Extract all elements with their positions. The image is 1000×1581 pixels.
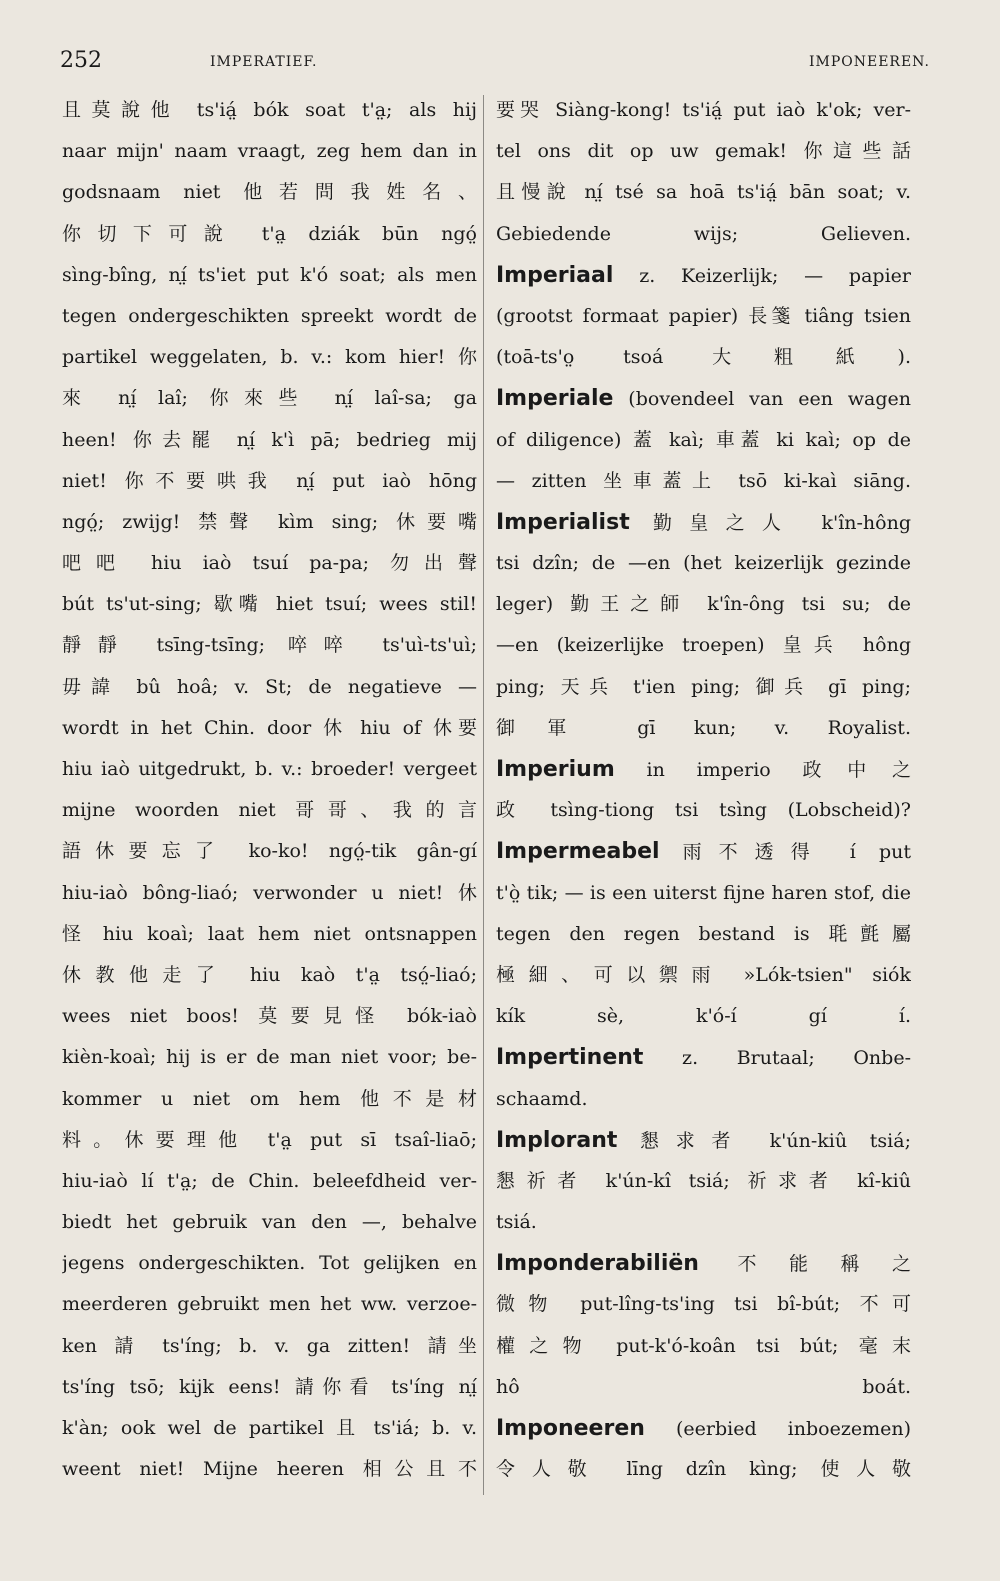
text-line: 微物 put-lîng-ts'ing tsi bî-bút; 不可 bbox=[496, 1293, 911, 1316]
text-line: tsi dzîn; de —en (het keizerlijk gezinde bbox=[496, 552, 911, 575]
text-line: tegen ondergeschikten spreekt wordt de bbox=[62, 304, 477, 327]
right-column bbox=[496, 90, 911, 1560]
text-line: biedt het gebruik van den —, behalve bbox=[62, 1211, 477, 1234]
text-line: ken 請 ts'íng; b. v. ga zitten! 請坐 bbox=[62, 1334, 477, 1357]
text-line: bút ts'ut-sing; 歇嘴 hiet tsuí; wees stil! bbox=[62, 593, 477, 616]
text-line: tel ons dit op uw gemak! 你這些話 bbox=[496, 140, 911, 163]
text-line: kièn-koaì; hij is er de man niet voor; be- bbox=[62, 1046, 477, 1069]
headword: Imperiaal bbox=[496, 262, 614, 288]
text-line: schaamd. bbox=[496, 1087, 588, 1110]
running-head-left: IMPERATIEF. bbox=[210, 54, 318, 70]
text-line: 你切下可說 t'a̤ dziák būn ngó̤ bbox=[62, 222, 477, 245]
text-line: mijne woorden niet 哥哥、我的言 bbox=[62, 799, 477, 822]
text-line: ngó̤; zwijg! 禁聲 kìm sing; 休要嘴 bbox=[62, 510, 477, 533]
text-line: —en (keizerlijke troepen) 皇兵 hông bbox=[496, 634, 911, 657]
text-line: weent niet! Mijne heeren 相公且不 bbox=[62, 1458, 477, 1481]
text-line: hiu iaò uitgedrukt, b. v.: broeder! vergeet bbox=[62, 758, 477, 780]
headword: Imponeeren bbox=[496, 1416, 645, 1441]
headword: Imperium bbox=[496, 757, 615, 782]
text-line: 毋諱 bû hoâ; v. St; de negatieve — bbox=[62, 675, 477, 698]
text-line: — zitten 坐車蓋上 tsō ki-kaì siāng. bbox=[496, 469, 911, 492]
text-line: Impermeabel 雨不透得 í put bbox=[496, 839, 911, 865]
text-line: 怪 hiu koaì; laat hem niet ontsnappen bbox=[62, 922, 477, 945]
text-line: kík sè, k'ó-í gí í. bbox=[496, 1005, 911, 1028]
text-line: Imperiale (bovendeel van een wagen bbox=[496, 386, 911, 412]
text-line: godsnaam niet 他若問我姓名、 bbox=[62, 181, 477, 204]
left-column bbox=[62, 90, 477, 1560]
text-line: 政 tsìng-tiong tsi tsìng (Lobscheid)? bbox=[496, 799, 911, 822]
text-line: 權之物 put-k'ó-koân tsi bút; 毫末 bbox=[496, 1334, 911, 1357]
text-line: Imperialist 勤皇之人 k'în-hông bbox=[496, 509, 911, 535]
text-line: jegens ondergeschikten. Tot gelijken en bbox=[62, 1252, 477, 1275]
text-line: Imperium in imperio 政中之 bbox=[496, 757, 911, 782]
text-line: 靜靜 tsīng-tsīng; 啐啐 ts'uì-ts'uì; bbox=[62, 634, 477, 657]
text-line: 吧吧 hiu iaò tsuí pa-pa; 勿出聲 bbox=[62, 552, 477, 575]
text-line: sìng-bîng, ní̤ ts'iet put k'ó soat; als men bbox=[62, 263, 477, 286]
text-line: t'ò̤ tik; — is een uiterst fijne haren stof, die bbox=[496, 881, 911, 904]
text-line: (grootst formaat papier) 長箋 tiâng tsien bbox=[496, 304, 911, 327]
headword: Imperiale bbox=[496, 386, 614, 412]
headword: Imponderabiliën bbox=[496, 1251, 699, 1277]
headword: Implorant bbox=[496, 1127, 618, 1153]
text-line: niet! 你不要哄我 ní̤ put iaò hōng bbox=[62, 469, 477, 492]
running-head-right: IMPONEEREN. bbox=[808, 54, 930, 70]
text-line: Imponeeren (eerbied inboezemen) bbox=[496, 1416, 911, 1441]
text-line: hiu-iaò lí t'a̤; de Chin. beleefdheid ver- bbox=[62, 1169, 477, 1192]
text-line: heen! 你去罷 ní̤ k'ì pā; bedrieg mij bbox=[62, 428, 477, 451]
text-line: ping; 天兵 t'ien ping; 御兵 gī ping; bbox=[496, 675, 911, 698]
text-line: Imponderabiliën 不能稱之 bbox=[496, 1251, 911, 1277]
text-line: tegen den regen bestand is 毦氈屬 bbox=[496, 922, 911, 945]
text-line: 要哭 Siàng-kong! ts'iá̤ put iaò k'ok; ver- bbox=[496, 99, 911, 121]
text-line: ts'íng tsō; kijk eens! 請你看 ts'íng ní̤ bbox=[62, 1375, 477, 1398]
text-line: kommer u niet om hem 他不是材 bbox=[62, 1087, 477, 1110]
text-line: 懇祈者 k'ún-kî tsiá; 祈求者 kî-kiû bbox=[496, 1169, 911, 1192]
page-number: 252 bbox=[60, 48, 102, 73]
text-line: Imperiaal z. Keizerlijk; — papier bbox=[496, 262, 911, 288]
headword: Imperialist bbox=[496, 509, 630, 535]
text-line: 且莫說他 ts'iá̤ bók soat t'a̤; als hij bbox=[62, 99, 477, 121]
text-line: hô boát. bbox=[496, 1375, 911, 1398]
text-line: tsiá. bbox=[496, 1211, 537, 1234]
text-line: wordt in het Chin. door 休 hiu of 休要 bbox=[62, 716, 477, 739]
text-line: 語休要忘了 ko-ko! ngó̤-tik gân-gí bbox=[62, 840, 477, 863]
text-line: k'àn; ook wel de partikel 且 ts'iá; b. v. bbox=[62, 1417, 477, 1439]
headword: Impertinent bbox=[496, 1045, 644, 1071]
headword: Impermeabel bbox=[496, 839, 660, 865]
text-line: Impertinent z. Brutaal; Onbe- bbox=[496, 1045, 911, 1071]
text-line: of diligence) 蓋 kaì; 車蓋 ki kaì; op de bbox=[496, 428, 911, 451]
text-line: 御軍 gī kun; v. Royalist. bbox=[496, 716, 911, 739]
text-line: leger) 勤王之師 k'în-ông tsi su; de bbox=[496, 593, 911, 616]
text-line: meerderen gebruikt men het ww. verzoe- bbox=[62, 1293, 477, 1316]
text-line: 休教他走了 hiu kaò t'a̤ tsó̤-liaó; bbox=[62, 963, 477, 986]
column-divider bbox=[483, 95, 484, 1495]
text-line: 來 ní̤ laî; 你來些 ní̤ laî-sa; ga bbox=[62, 387, 477, 410]
text-line: wees niet boos! 莫要見怪 bók-iaò bbox=[62, 1005, 477, 1028]
text-line: naar mijn' naam vraagt, zeg hem dan in bbox=[62, 140, 477, 163]
text-line: 且慢說 ní̤ tsé sa hoā ts'iá̤ bān soat; v. bbox=[496, 181, 911, 204]
text-line: 令人敬 līng dzîn kìng; 使人敬 bbox=[496, 1458, 911, 1481]
text-line: (toā-ts'o̤ tsoá 大粗紙). bbox=[496, 346, 911, 369]
text-line: 料。休要理他 t'a̤ put sī tsaî-liaō; bbox=[62, 1128, 477, 1151]
text-line: 極細、可以禦雨 »Lók-tsien" siók bbox=[496, 963, 911, 986]
text-line: partikel weggelaten, b. v.: kom hier! 你 bbox=[62, 346, 477, 369]
text-line: Gebiedende wijs; Gelieven. bbox=[496, 222, 911, 245]
page-header bbox=[60, 48, 930, 78]
text-line: hiu-iaò bông-liaó; verwonder u niet! 休 bbox=[62, 881, 477, 904]
text-line: Implorant 懇求者 k'ún-kiû tsiá; bbox=[496, 1127, 911, 1153]
